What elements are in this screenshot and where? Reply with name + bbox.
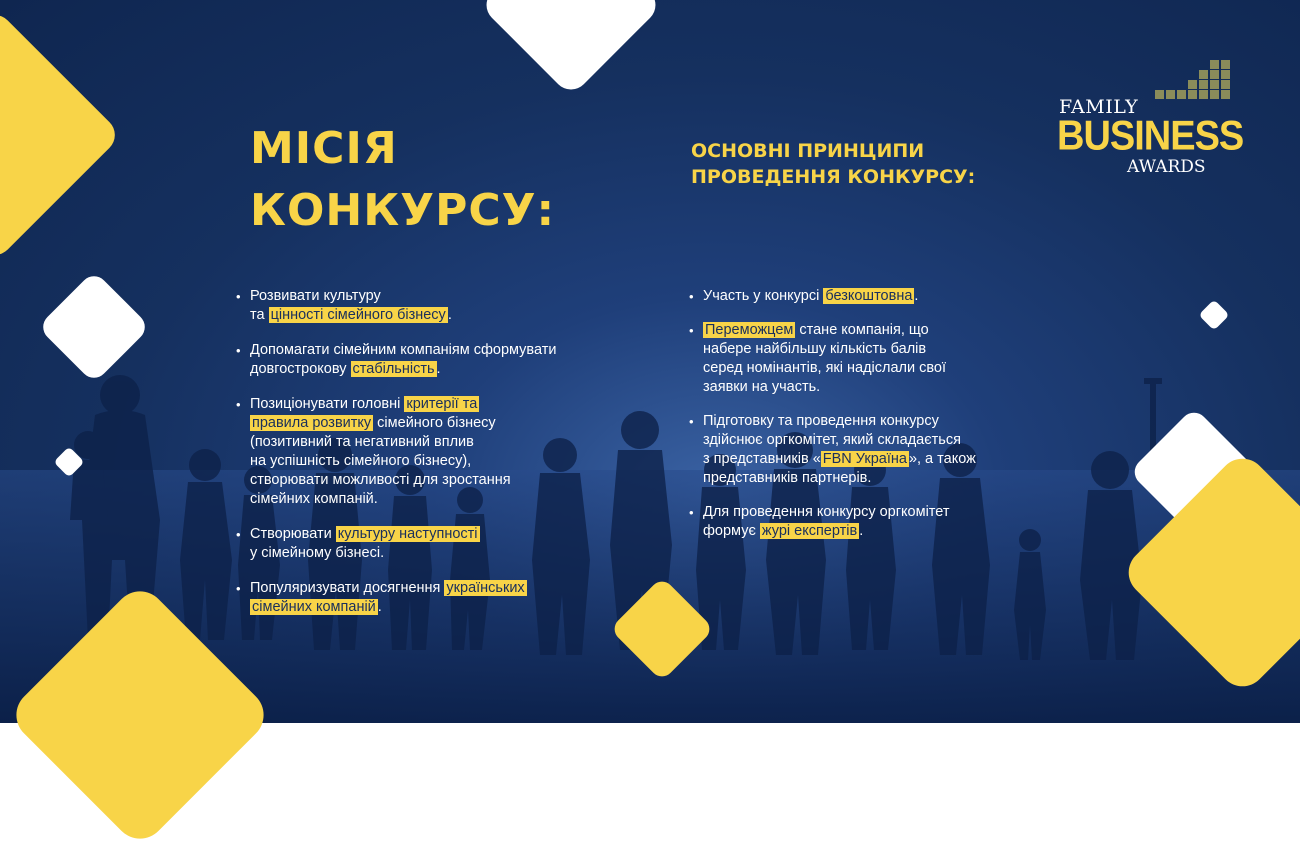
item-text: представників партнерів. bbox=[703, 470, 872, 486]
item-text: Позиціонувати головні bbox=[250, 396, 405, 412]
logo-business-text: BUSINESS bbox=[1057, 113, 1244, 160]
item-text: (позитивний та негативний вплив bbox=[250, 434, 474, 450]
list-item bbox=[689, 287, 1019, 306]
item-text: Розвивати культуру bbox=[250, 288, 381, 304]
item-text: . bbox=[859, 523, 864, 539]
item-text: Для проведення конкурсу оргкомітет bbox=[703, 504, 950, 520]
item-text: формує bbox=[703, 523, 760, 539]
highlighted-text: сімейних компаній bbox=[252, 599, 376, 615]
principles-title: ОСНОВНІ ПРИНЦИПИ ПРОВЕДЕННЯ КОНКУРСУ: bbox=[691, 140, 976, 188]
highlighted-text: критерії та bbox=[406, 396, 478, 412]
item-text: сімейного бізнесу bbox=[373, 415, 496, 431]
mission-title: МІСІЯ КОНКУРСУ: bbox=[250, 123, 556, 236]
principles-list bbox=[689, 287, 1019, 541]
logo-awards-text: AWARDS bbox=[1127, 157, 1206, 177]
item-text: Створювати bbox=[250, 526, 336, 542]
family-business-awards-logo bbox=[1057, 60, 1244, 184]
highlighted-text: українських bbox=[446, 580, 525, 596]
item-text: . bbox=[447, 307, 452, 323]
item-text: набере найбільшу кількість балів bbox=[703, 341, 927, 357]
item-text: створювати можливості для зростання bbox=[250, 472, 511, 488]
highlighted-text: Переможцем bbox=[705, 322, 794, 338]
item-text: заявки на участь. bbox=[703, 379, 821, 395]
list-item bbox=[689, 321, 1019, 397]
item-text: сімейних компаній. bbox=[250, 491, 378, 507]
item-text: стане компанія, що bbox=[795, 322, 929, 338]
item-text: здійснює оргкомітет, який складається bbox=[703, 432, 961, 448]
mission-list bbox=[236, 287, 576, 617]
item-text: серед номінантів, які надіслали свої bbox=[703, 360, 947, 376]
item-text: Популяризувати досягнення bbox=[250, 580, 445, 596]
item-text: з представників « bbox=[703, 451, 821, 467]
item-text: у сімейному бізнесі. bbox=[250, 545, 385, 561]
list-item bbox=[236, 579, 576, 617]
item-text: на успішність сімейного бізнесу), bbox=[250, 453, 472, 469]
highlighted-text: безкоштовна bbox=[825, 288, 913, 304]
highlighted-text: цінності сімейного бізнесу bbox=[270, 307, 446, 323]
highlighted-text: культуру наступності bbox=[337, 526, 478, 542]
highlighted-text: FBN Україна bbox=[822, 451, 907, 467]
list-item bbox=[236, 341, 576, 379]
item-text: Участь у конкурсі bbox=[703, 288, 824, 304]
list-item bbox=[236, 525, 576, 563]
item-text: Допомагати сімейним компаніям сформувати довгострокову bbox=[250, 342, 557, 377]
item-text: . bbox=[377, 599, 382, 615]
logo-family-text: FAMILY bbox=[1059, 96, 1139, 118]
list-item bbox=[236, 395, 576, 509]
item-text: та bbox=[250, 307, 269, 323]
highlighted-text: правила розвитку bbox=[252, 415, 372, 431]
item-text: Підготовку та проведення конкурсу bbox=[703, 413, 939, 429]
list-item bbox=[236, 287, 576, 325]
item-text: », а також bbox=[908, 451, 976, 467]
item-text: . bbox=[436, 361, 441, 377]
list-item bbox=[689, 503, 1019, 541]
logo-bars-icon bbox=[1152, 60, 1232, 110]
highlighted-text: стабільність bbox=[352, 361, 435, 377]
list-item bbox=[689, 412, 1019, 488]
item-text: . bbox=[914, 288, 919, 304]
highlighted-text: журі експертів bbox=[761, 523, 858, 539]
